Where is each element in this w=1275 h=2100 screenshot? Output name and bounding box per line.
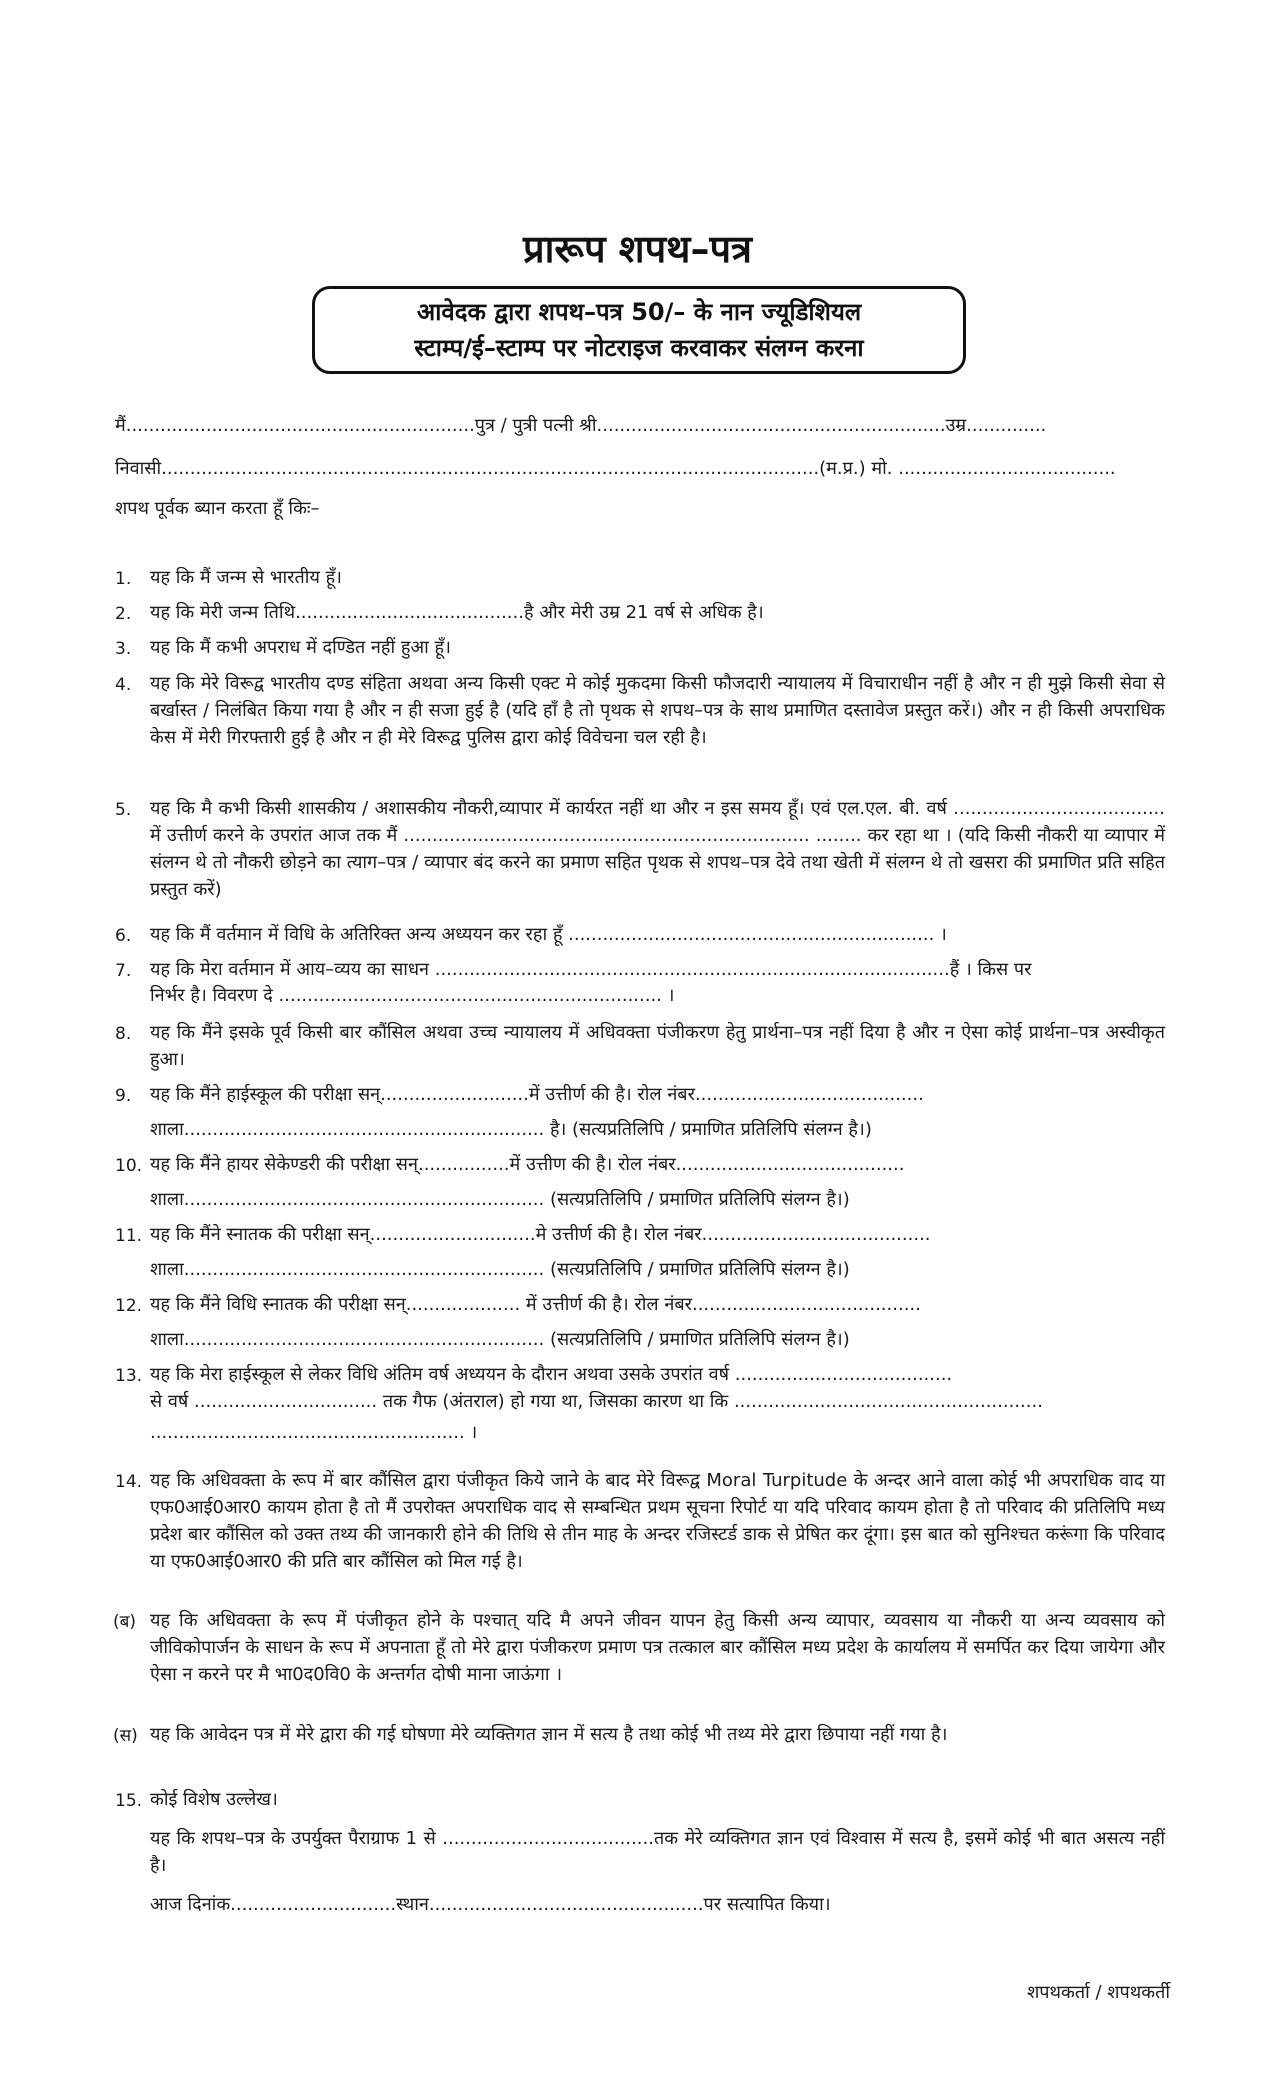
item-number: (स) [113,1726,138,1746]
item-13-field-3[interactable]: ....................................................... । [150,1422,478,1443]
name-field-line[interactable]: मैं.............................................................पुत्र / पुत्री पत्नी श्री.............................................................उम्र.............. [115,415,1047,436]
oath-intro: शपथ पूर्वक ब्यान करता हूँ किः– [115,498,320,519]
item-8-text: यह कि मैंने इसके पूर्व किसी बार कौंसिल अथवा उच्च न्यायालय में अधिवक्ता पंजीकरण हेतु प्रार्थना–पत्र नहीं दिया है और न ऐसा कोई प्रार्थना–पत्र अस्वीकृत हुआ। [150,1022,1165,1070]
item-3-text: यह कि मैं कभी अपराध में दण्डित नहीं हुआ हूँ। [150,637,451,658]
item-number: 3. [115,639,132,659]
notice-line-2: स्टाम्प/ई–स्टाम्प पर नोटराइज करवाकर संलग्न करना [414,334,864,362]
item-7-field-1[interactable]: यह कि मेरा वर्तमान में आय–व्यय का साधन ..........................................................................................हैं । किस पर [150,959,1032,980]
item-4-text: यह कि मेरे विरूद्व भारतीय दण्ड संहिता अथवा अन्य किसी एक्ट मे कोई मुकदमा किसी फौजदारी न्यायालय में विचाराधीन नहीं है और न ही मुझे किसी सेवा से बर्खास्त / निलंबित किया गया है और न ही सजा हुई है (यदि हॉं है तो पृथक से शपथ–पत्र के साथ प्रमाणित दस्तावेज प्रस्तुत करें।) और न ही किसी अपराधिक केस में मेरी गिरफ्तारी हुई है और न ही मेरे विरूद्व पुलिस द्वारा कोई विवेचना चल रही है। [150,673,1165,748]
item-number: (ब) [113,1612,136,1632]
item-12-field-2[interactable]: शाला............................................................... (सत्यप्रतिलिपि / प्रमाणित प्रतिलिपि संलग्न है।) [150,1329,850,1350]
item-number: 14. [115,1472,143,1492]
item-11-field-1[interactable]: यह कि मैंने स्नातक की परीक्षा सन्.............................मे उत्तीर्ण की है। रोल नंबर........................................ [150,1224,931,1245]
item-5-text[interactable]: यह कि मै कभी किसी शासकीय / अशासकीय नौकरी,व्यापार में कार्यरत नहीं था और न इस समय हूँ। एवं एल.एल. बी. वर्ष ..................................... में उत्तीर्ण करने के उपरांत आज तक मैं ....................................................................... ........ कर रहा था । (यदि किसी नौकरी या व्यापार में संलग्न थे तो नौकरी छोड़ने का त्याग–पत्र / व्यापार बंद करने का प्रमाण सहित पृथक से शपथ–पत्र देवे तथा खेती में संलग्न थे तो खसरा की प्रमाणित प्रति सहित प्रस्तुत करें) [150,798,1165,900]
item-6-field[interactable]: यह कि मैं वर्तमान में विधि के अतिरिक्त अन्य अध्ययन कर रहा हूँ ................................................................ । [150,924,947,945]
item-s-text: यह कि आवेदन पत्र में मेरे द्वारा की गई घोषणा मेरे व्यक्तिगत ज्ञान में सत्य है तथा कोई भी तथ्य मेरे द्वारा छिपाया नहीं गया है। [150,1724,948,1745]
item-number: 9. [115,1086,132,1106]
item-number: 1. [115,569,132,589]
item-13-field-1[interactable]: यह कि मेरा हाईस्कूल से लेकर विधि अंतिम वर्ष अध्ययन के दौरान अथवा उसके उपरांत वर्ष ...................................... [150,1364,953,1385]
item-number: 8. [115,1024,132,1044]
item-12-field-1[interactable]: यह कि मैंने विधि स्नातक की परीक्षा सन्.................... में उत्तीर्ण की है। रोल नंबर........................................ [150,1294,921,1315]
item-b-text: यह कि अधिवक्ता के रूप में पंजीकृत होने के पश्चात् यदि मै अपने जीवन यापन हेतु किसी अन्य व्यापार, व्यवसाय या नौकरी या अन्य व्यवसाय को जीविकोपार्जन के साधन के रूप में अपनाता हूँ तो मेरे द्वारा पंजीकरण प्रमाण पत्र तत्काल बार कौंसिल मध्य प्रदेश के कार्यालय में समर्पित कर दिया जायेगा और ऐसा न करने पर मै भा0द0वि0 के अन्तर्गत दोषी माना जाऊंगा । [150,1610,1165,1685]
item-2-dob-field[interactable]: यह कि मेरी जन्म तिथि........................................है और मेरी उम्र 21 वर्ष से अधिक है। [150,602,764,623]
item-15-text: कोई विशेष उल्लेख। [150,1789,278,1810]
item-number: 15. [115,1791,143,1811]
verification-paragraph[interactable]: यह कि शपथ–पत्र के उपर्युक्त पैराग्राफ 1 से .....................................तक मेरे व्यक्तिगत ज्ञान एवं विश्वास में सत्य है, इसमें कोई भी बात असत्य नहीं है। [150,1828,1165,1876]
notice-line-1: आवेदक द्वारा शपथ–पत्र 50/– के नान ज्यूडिशियल [416,298,862,326]
item-number: 2. [115,604,132,624]
item-9-field-1[interactable]: यह कि मैंने हाईस्कूल की परीक्षा सन्..........................में उत्तीर्ण की है। रोल नंबर........................................ [150,1084,924,1105]
signature-label: शपथकर्ता / शपथकर्ती [1027,1982,1170,2003]
item-9-field-2[interactable]: शाला............................................................... है। (सत्यप्रतिलिपि / प्रमाणित प्रतिलिपि संलग्न है।) [150,1119,872,1140]
item-number: 13. [115,1366,143,1386]
item-number: 5. [115,800,132,820]
notice-box [312,286,966,374]
item-number: 11. [115,1226,143,1246]
verification-date-place-field[interactable]: आज दिनांक.............................स्थान................................................पर सत्यापित किया। [150,1894,831,1915]
item-number: 12. [115,1296,143,1316]
item-14-text: यह कि अधिवक्ता के रूप में बार कौंसिल द्वारा पंजीकृत किये जाने के बाद मेरे विरूद्व Moral Turpitude के अन्दर आने वाला कोई भी अपराधिक वाद या एफ0आई0आर0 कायम होता है तो मैं उपरोक्त अपराधिक वाद से सम्बन्धित प्रथम सूचना रिपोर्ट या यदि परिवाद कायम होता है तो परिवाद की प्रतिलिपि मध्य प्रदेश बार कौंसिल को उक्त तथ्य की जानकारी होने की तिथि से तीन माह के अन्दर रजिस्टर्ड डाक से प्रेषित कर दूंगा। इस बात को सुनिश्चत करूंगा कि परिवाद या एफ0आई0आर0 की प्रति बार कौंसिल को मिल गई है। [150,1470,1165,1572]
document-title: प्रारूप शपथ–पत्र [522,227,753,271]
item-10-field-2[interactable]: शाला............................................................... (सत्यप्रतिलिपि / प्रमाणित प्रतिलिपि संलग्न है।) [150,1189,850,1210]
item-11-field-2[interactable]: शाला............................................................... (सत्यप्रतिलिपि / प्रमाणित प्रतिलिपि संलग्न है।) [150,1259,850,1280]
item-number: 6. [115,926,132,946]
item-7-field-2[interactable]: निर्भर है। विवरण दे ................................................................... । [150,985,675,1006]
item-10-field-1[interactable]: यह कि मैंने हायर सेकेण्डरी की परीक्षा सन्................में उत्तीण की है। रोल नंबर........................................ [150,1154,905,1175]
item-number: 4. [115,675,132,695]
address-field-line[interactable]: निवासी...................................................................................................................(म.प्र.) मो. ...................................... [115,458,1116,479]
item-1-text: यह कि मैं जन्म से भारतीय हूँ। [150,567,343,588]
item-number: 10. [115,1156,143,1176]
item-13-field-2[interactable]: से वर्ष ................................ तक गैफ (अंतराल) हो गया था, जिसका कारण था कि ...................................................... [150,1391,1043,1412]
item-number: 7. [115,961,132,981]
